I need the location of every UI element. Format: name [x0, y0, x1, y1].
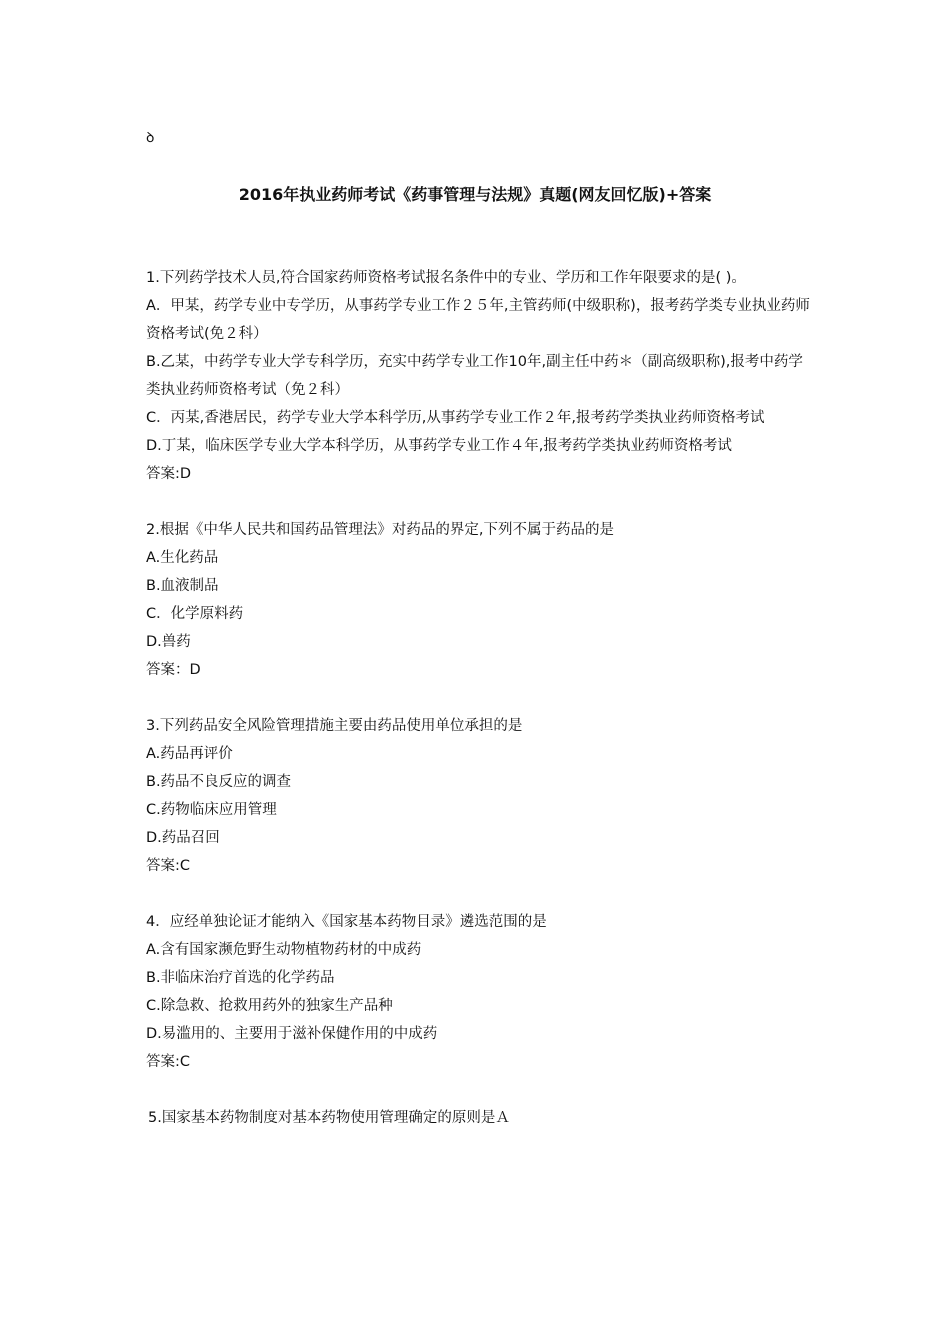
option-b: B.非临床治疗首选的化学药品	[146, 970, 335, 986]
option-b: B.血液制品	[146, 578, 219, 594]
question-1	[146, 264, 810, 488]
question-4	[146, 908, 810, 1076]
option-a: A.生化药品	[146, 550, 219, 566]
answer: 答案:D	[146, 466, 192, 482]
option-c: C.药物临床应用管理	[146, 802, 277, 818]
option-c: C．丙某,香港居民，药学专业大学本科学历,从事药学专业工作２年,报考药学类执业药师资格考试	[146, 410, 765, 426]
option-d: D.丁某，临床医学专业大学本科学历，从事药学专业工作４年,报考药学类执业药师资格考试	[146, 438, 732, 454]
question-stem: 5.国家基本药物制度对基本药物使用管理确定的原则是Ａ	[148, 1110, 510, 1126]
option-c: C．化学原料药	[146, 606, 244, 622]
option-d: D.药品召回	[146, 830, 220, 846]
option-a: A.药品再评价	[146, 746, 233, 762]
question-5	[146, 1104, 810, 1132]
answer: 答案:C	[146, 858, 191, 874]
question-stem: 3.下列药品安全风险管理措施主要由药品使用单位承担的是	[146, 718, 523, 734]
answer: 答案:C	[146, 1054, 191, 1070]
option-a: A.含有国家濒危野生动物植物药材的中成药	[146, 942, 422, 958]
document-title: 2016年执业药师考试《药事管理与法规》真题(网友回忆版)+答案	[238, 185, 712, 204]
question-2	[146, 516, 810, 684]
question-stem: 1.下列药学技术人员,符合国家药师资格考试报名条件中的专业、学历和工作年限要求的是( )。	[146, 270, 746, 286]
question-stem: 4．应经单独论证才能纳入《国家基本药物目录》遴选范围的是	[146, 914, 547, 930]
answer: 答案：D	[146, 662, 201, 678]
option-c: C.除急救、抢救用药外的独家生产品种	[146, 998, 393, 1014]
question-stem: 2.根据《中华人民共和国药品管理法》对药品的界定,下列不属于药品的是	[146, 522, 614, 538]
page-mark: ꝺ	[146, 130, 155, 146]
option-d: D.易滥用的、主要用于滋补保健作用的中成药	[146, 1026, 438, 1042]
option-a: A．甲某，药学专业中专学历，从事药学专业工作２５年,主管药师(中级职称)，报考药学类专业执业药师资格考试(免２科）	[146, 298, 810, 342]
option-b: B.药品不良反应的调查	[146, 774, 292, 790]
option-b: B.乙某，中药学专业大学专科学历，充实中药学专业工作10年,副主任中药＊（副高级职称),报考中药学类执业药师资格考试（免２科）	[146, 354, 803, 398]
option-d: D.兽药	[146, 634, 191, 650]
question-list	[146, 264, 810, 1160]
question-3	[146, 712, 810, 880]
